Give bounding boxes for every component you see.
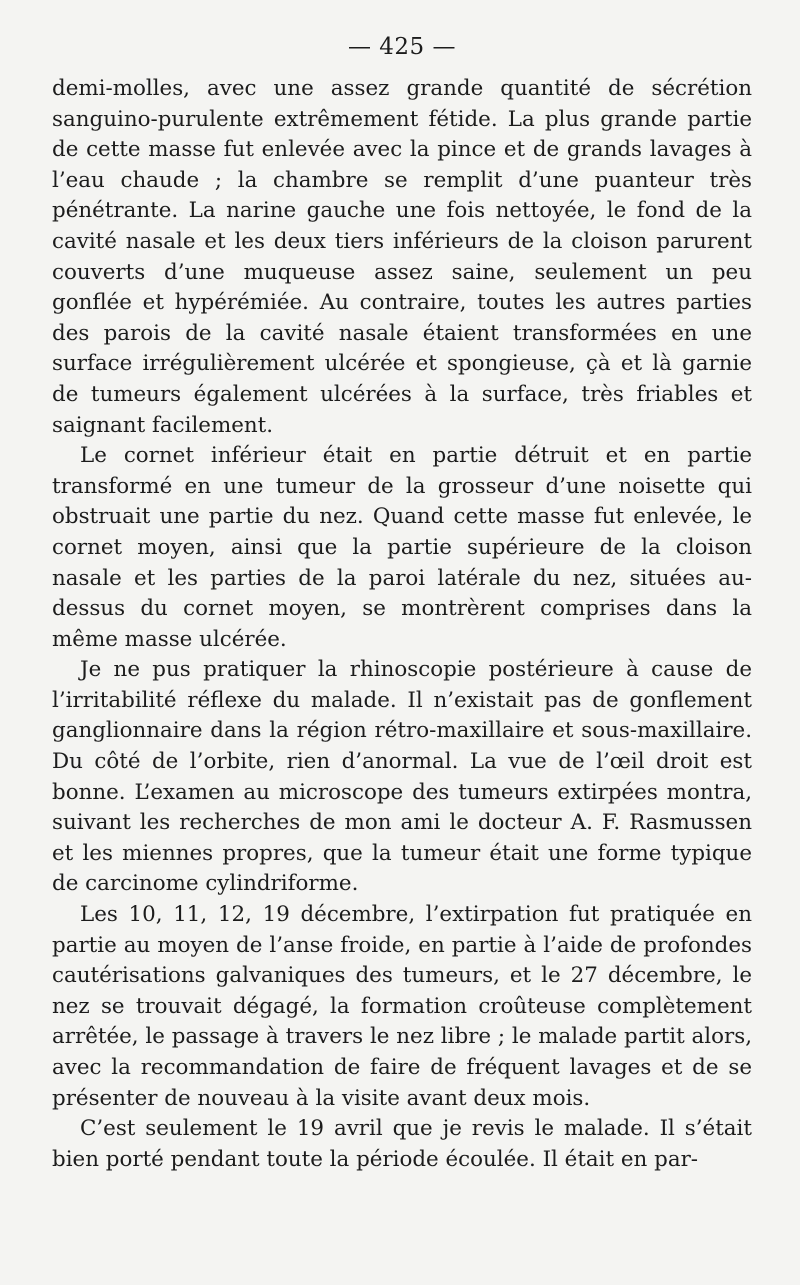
- paragraph-continuation: demi-molles, avec une assez grande quantité de sécrétion sanguino-purulente extrêmement fétide. La plus grande partie de cette masse fut enlevée avec la pince et de grands lavages à l’eau chaude ; la chambre se remplit d’une puanteur très pénétrante. La narine gauche une fois nettoyée, le fond de la cavité nasale et les deux tiers inférieurs de la cloison parurent couverts d’une muqueuse assez saine, seulement un peu gonflée et hypérémiée. Au contraire, toutes les autres parties des parois de la cavité nasale étaient transformées en une surface irrégulièrement ulcérée et spongieuse, çà et là garnie de tumeurs également ulcérées à la surface, très friables et saignant facilement.: [52, 76, 752, 438]
- paragraph-cornet-inferieur: Le cornet inférieur était en partie détruit et en partie transformé en une tumeur de la grosseur d’une noisette qui obstruait une partie du nez. Quand cette masse fut enlevée, le cornet moyen, ainsi que la partie supérieure de la cloison nasale et les parties de la paroi latérale du nez, situées au-dessus du cornet moyen, se montrèrent comprises dans la même masse ulcérée.: [52, 443, 752, 652]
- paragraph-19-avril: C’est seulement le 19 avril que je revis le malade. Il s’était bien porté pendant toute la période écoulée. Il était en par-: [52, 1116, 752, 1172]
- paragraph-extirpation: Les 10, 11, 12, 19 décembre, l’extirpation fut pratiquée en partie au moyen de l’anse froide, en partie à l’aide de profondes cautérisations galvaniques des tumeurs, et le 27 décembre, le nez se trouvait dégagé, la formation croûteuse complètement arrêtée, le passage à travers le nez libre ; le malade partit alors, avec la recommandation de faire de fréquent lavages et de se présenter de nouveau à la visite avant deux mois.: [52, 902, 752, 1111]
- paragraph-rhinoscopie: Je ne pus pratiquer la rhinoscopie postérieure à cause de l’irritabilité réflexe du malade. Il n’existait pas de gonflement ganglionnaire dans la région rétro-maxillaire et sous-maxillaire. Du côté de l’orbite, rien d’anormal. La vue de l’œil droit est bonne. L’examen au microscope des tumeurs extirpées montra, suivant les recherches de mon ami le docteur A. F. Rasmussen et les miennes propres, que la tumeur était une forme typique de carcinome cylindriforme.: [52, 657, 752, 897]
- page-number: — 425 —: [347, 34, 457, 60]
